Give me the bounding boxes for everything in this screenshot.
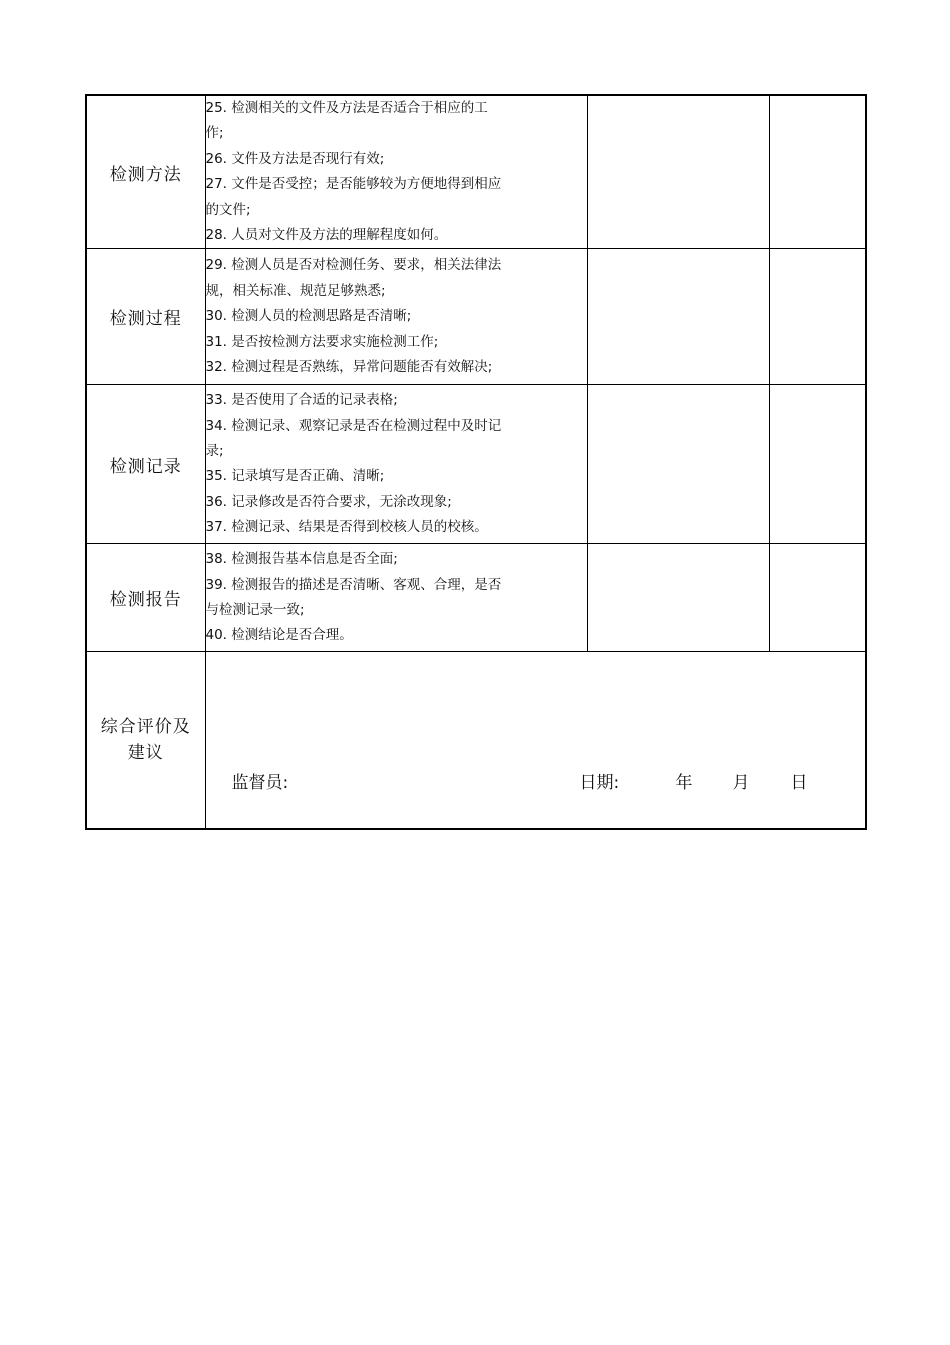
remark-cell[interactable] — [769, 249, 866, 385]
remark-cell[interactable] — [769, 544, 866, 652]
result-cell[interactable] — [587, 95, 769, 249]
supervision-record-table — [85, 94, 867, 830]
list-item: 40. 检测结论是否合理。 — [205, 627, 353, 644]
summary-label — [87, 714, 205, 766]
category-cell: 检测报告 — [86, 544, 205, 652]
list-item: 与检测记录一致; — [205, 601, 305, 618]
list-item: 36. 记录修改是否符合要求，无涂改现象; — [205, 493, 452, 510]
summary-label-line2: 建议 — [127, 743, 164, 764]
list-item: 25. 检测相关的文件及方法是否适合于相应的工 — [205, 100, 488, 116]
list-item: 32. 检测过程是否熟练，异常问题能否有效解决; — [205, 359, 493, 376]
result-cell[interactable] — [587, 249, 769, 385]
remark-cell[interactable] — [769, 95, 866, 249]
items-cell — [205, 249, 587, 385]
list-item: 录; — [205, 443, 224, 460]
list-item: 28. 人员对文件及方法的理解程度如何。 — [205, 227, 448, 244]
list-item: 31. 是否按检测方法要求实施检测工作; — [205, 333, 439, 350]
list-item: 33. 是否使用了合适的记录表格; — [205, 392, 398, 409]
summary-content-cell[interactable] — [205, 652, 866, 829]
table-row-record — [86, 385, 866, 544]
day-label: 日 — [790, 773, 808, 794]
table-row-report — [86, 544, 866, 652]
table-row-summary — [86, 652, 866, 829]
category-cell: 检测过程 — [86, 249, 205, 385]
items-cell — [205, 95, 587, 249]
list-item: 38. 检测报告基本信息是否全面; — [205, 551, 398, 568]
list-item: 26. 文件及方法是否现行有效; — [205, 150, 385, 167]
list-item: 34. 检测记录、观察记录是否在检测过程中及时记 — [205, 417, 502, 434]
items-cell — [205, 385, 587, 544]
list-item: 35. 记录填写是否正确、清晰; — [205, 468, 385, 485]
list-item: 39. 检测报告的描述是否清晰、客观、合理，是否 — [205, 576, 502, 593]
result-cell[interactable] — [587, 544, 769, 652]
items-cell — [205, 544, 587, 652]
summary-label-cell — [86, 652, 205, 829]
result-cell[interactable] — [587, 385, 769, 544]
year-label: 年 — [675, 773, 693, 794]
table-row-process — [86, 249, 866, 385]
category-cell: 检测记录 — [86, 385, 205, 544]
supervisor-label: 监督员: — [231, 773, 289, 794]
list-item: 规，相关标准、规范足够熟悉; — [205, 282, 386, 299]
list-item: 29. 检测人员是否对检测任务、要求，相关法律法 — [205, 257, 502, 274]
category-cell: 检测方法 — [86, 95, 205, 249]
month-label: 月 — [732, 773, 750, 794]
list-item: 作; — [205, 125, 224, 142]
table-row-method — [86, 95, 866, 249]
list-item: 的文件; — [205, 201, 251, 218]
summary-label-line1: 综合评价及 — [100, 717, 191, 738]
list-item: 37. 检测记录、结果是否得到校核人员的校核。 — [205, 519, 488, 536]
list-item: 30. 检测人员的检测思路是否清晰; — [205, 308, 412, 325]
date-label: 日期: — [579, 773, 620, 794]
list-item: 27. 文件是否受控；是否能够较为方便地得到相应 — [205, 176, 502, 193]
signature-row — [232, 768, 846, 792]
remark-cell[interactable] — [769, 385, 866, 544]
